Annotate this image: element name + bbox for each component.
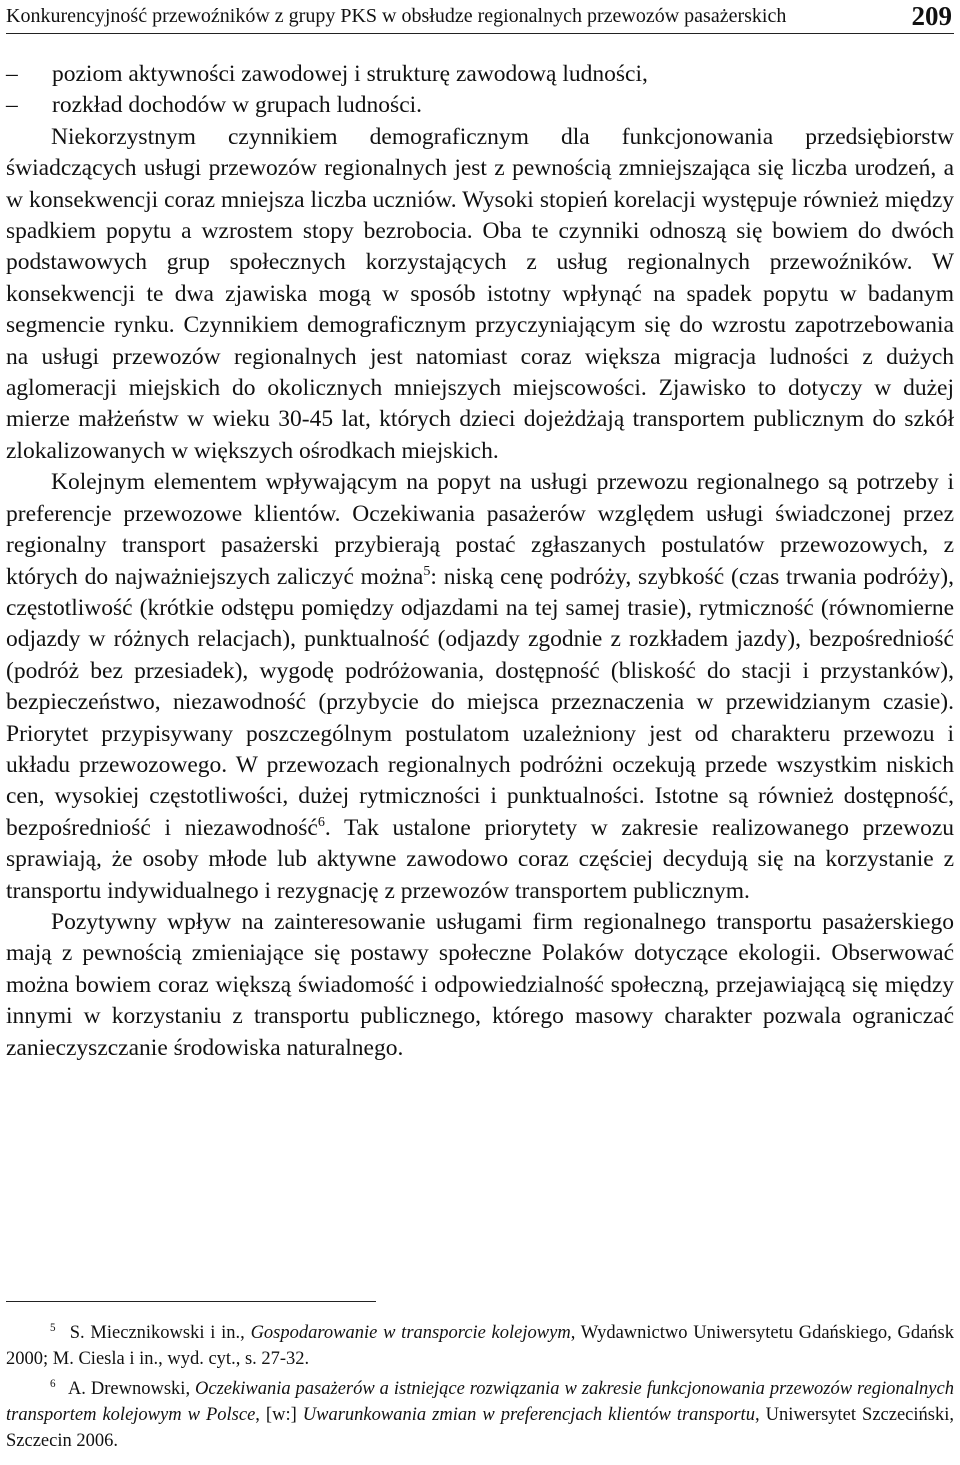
running-title: Konkurencyjność przewoźników z grupy PKS w obsłudze regionalnych przewozów pasażerskich [6, 5, 787, 27]
footnote-title: Gospodarowanie w transporcie kolejowym [250, 1323, 571, 1343]
bullet-text: poziom aktywności zawodowej i strukturę zawodową ludności, [52, 61, 648, 87]
footnote-authors: S. Miecznikowski i in., [64, 1323, 251, 1343]
paragraph-3: Pozytywny wpływ na zainteresowanie usługami firm regionalnego transportu pasażerskiego mają z pewnością zmieniające się postawy społeczne Polaków dotyczące ekologii. Obserwować można bowiem coraz większą świadomość i odpowiedzialność społeczną, przejawiającą się między innymi w korzystaniu z transportu publicznego, którego masowy charakter pozwala ograniczać zanieczyszczanie środowiska naturalnego. [6, 908, 954, 1061]
footnote-rest: , Uniwersytet Szczeciński, Szczecin 2006. [6, 1405, 954, 1451]
paragraph-1: Niekorzystnym czynnikiem demograficznym dla funkcjonowania przedsiębiorstw świadczących usługi przewozów regionalnych jest z pewnością zmniejszająca się liczba urodzeń, a w konsekwencji coraz mniejsza liczba uczniów. Wysoki stopień korelacji występuje również między spadkiem popytu a wzrostem stopy bezrobocia. Oba te czynniki odnoszą się bowiem do dwóch podstawowych grup społecznych korzystających z usług regionalnych przewoźników. W konsekwencji te dwa zjawiska mogą w sposób istotny wpłynąć na spadek popytu w badanym segmencie rynku. Czynnikiem demograficznym przyczyniającym się do wzrostu zapotrzebowania na usługi przewozów regionalnych jest natomiast coraz większa migracja ludności z dużych aglomeracji miejskich do okolicznych mniejszych miejscowości. Zjawisko to dotyczy w dużej mierze małżeństw w wieku 30-45 lat, których dzieci dojeżdżają transportem publicznym do szkół zlokalizowanych w większych ośrodkach miejskich. [6, 123, 954, 464]
body-text [6, 59, 954, 1064]
bullet-dash: – [6, 92, 18, 119]
bullet-text: rozkład dochodów w grupach ludności. [52, 92, 423, 119]
footnote-6: $^6$ A. Drewnowski, Oczekiwania pasażerów a istniejące rozwiązania w zakresie funkcjonowania przewozów regionalnych transportem kolejowym w Polsce, [w:] Uwarunkowania zmian w preferencjach klientów transportu, Uniwersytet Szczeciński, Szczecin 2006. [6, 1377, 954, 1451]
footnote-ref-5[interactable]: 5 [423, 562, 431, 579]
bullet-item [6, 59, 954, 90]
footnote-5: $^5$ S. Miecznikowski i in., Gospodarowanie w transporcie kolejowym, Wydawnictwo Uniwersytetu Gdańskiego, Gdańsk 2000; M. Ciesla i in., wyd. cyt., s. 27-32. [6, 1321, 954, 1369]
footnote-mid: , [w:] [255, 1405, 303, 1425]
footnote-separator [6, 1301, 376, 1302]
footnote-rest: , Wydawnictwo Uniwersytetu Gdańskiego, Gdańsk 2000; M. Ciesla i in., wyd. cyt., s. 27-32. [6, 1323, 954, 1369]
footnote-title-2: Uwarunkowania zmian w preferencjach klientów transportu [302, 1405, 755, 1425]
bullet-item [6, 90, 954, 121]
footnote-title: Oczekiwania pasażerów a istniejące rozwiązania w zakresie funkcjonowania przewozów regionalnych transportem kolejowym w Polsce [6, 1379, 954, 1425]
bullet-dash: – [6, 61, 18, 87]
footnote-authors: A. Drewnowski, [64, 1379, 196, 1399]
footnotes [6, 1320, 954, 1458]
page-header [6, 3, 954, 34]
paragraph-2-part-c: . Tak ustalone priorytety w zakresie realizowanego przewozu sprawiają, że osoby młode lub aktywne zawodowo coraz częściej decydują się na korzystanie z transportu indywidualnego i rezygnację z przewozów transportem publicznym. [6, 814, 954, 904]
page-number: 209 [911, 1, 952, 31]
paragraph-2-part-a: Kolejnym elementem wpływającym na popyt na usługi przewozu regionalnego są potrzeby i preferencje przewozowe klientów. Oczekiwania pasażerów względem usługi świadczonej przez regionalny transport pasażerski przybierają postać zgłaszanych postulatów przewozowych, z których do najważniejszych zaliczyć można [6, 469, 954, 590]
footnote-ref-6[interactable]: 6 [317, 813, 325, 830]
paragraph-2-part-b: : niską cenę podróży, szybkość (czas trwania podróży), częstotliwość (krótkie odstępu pomiędzy odjazdami na tej samej trasie), rytmiczność (równomierne odjazdy w różnych relacjach), punktualność (odjazdy zgodnie z rozkładem jazdy), bezpośredniość (podróż bez przesiadek), wygodę podróżowania, dostępność (bliskość do stacji i przystanków), bezpieczeństwo, niezawodność (przybycie do miejsca przeznaczenia w przewidzianym czasie). Priorytet przypisywany poszczególnym postulatom uzależniony jest od charakteru przewozu i układu przewozowego. W przewozach regionalnych podróżni oczekują przede wszystkim niskich cen, wysokiej częstotliwości, dużej rytmiczności i punktualności. Istotne są również dostępność, bezpośredniość i niezawodność [6, 563, 954, 841]
paragraph-2 [6, 467, 954, 907]
